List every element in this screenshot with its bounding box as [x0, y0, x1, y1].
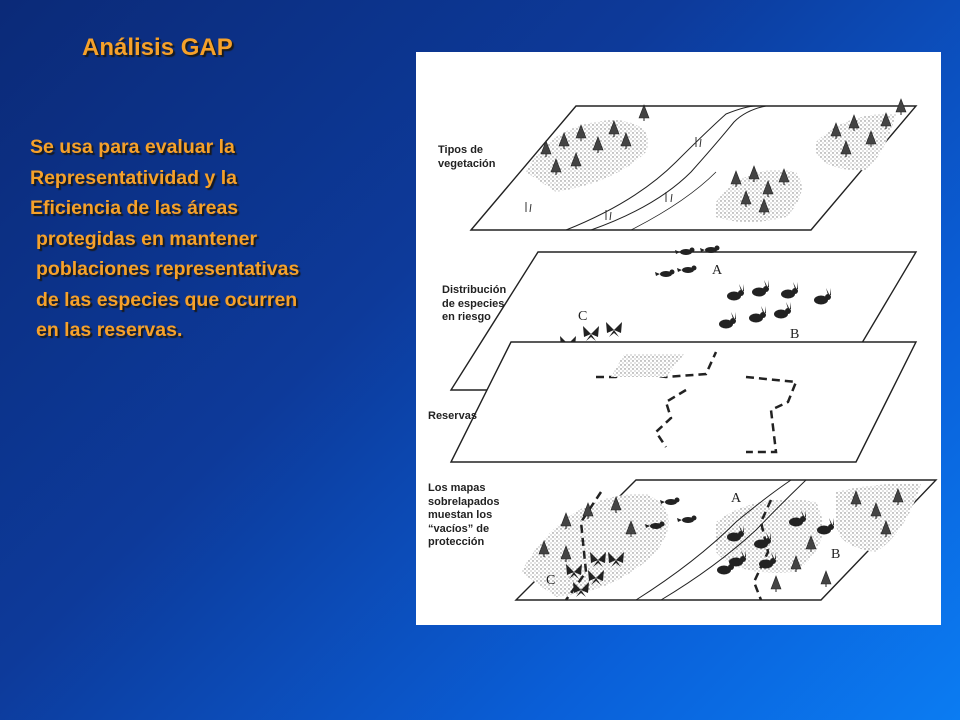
body-line: protegidas en mantener	[36, 227, 258, 250]
reserves-layer	[451, 342, 916, 462]
body-line: en las reservas.	[36, 319, 183, 341]
slide-body	[30, 132, 390, 346]
vegetation-layer	[471, 99, 916, 230]
body-line: de las especies que ocurren	[36, 288, 298, 311]
marker-a: A	[712, 263, 723, 278]
gap-analysis-figure	[416, 52, 941, 625]
marker-c-overlay: C	[546, 573, 556, 588]
body-line: Se usa para evaluar la	[30, 136, 235, 158]
label-vegetation-types: Tipos de vegetación	[438, 144, 496, 170]
overlay-layer	[516, 480, 936, 600]
body-line: poblaciones representativas	[36, 258, 300, 280]
label-species-distribution: Distribución de especies en riesgo	[442, 284, 507, 323]
body-line: Representatividad y la	[30, 166, 237, 189]
marker-c: C	[578, 309, 588, 324]
label-overlay-gaps: Los mapas sobrelapados muestan los “vacíos” de protección	[428, 482, 500, 548]
label-reserves: Reservas	[428, 410, 477, 422]
marker-b-overlay: B	[831, 547, 841, 562]
marker-a-overlay: A	[731, 491, 742, 506]
body-line: Eficiencia de las áreas	[30, 197, 239, 219]
marker-b: B	[790, 327, 800, 342]
slide-title: Análisis GAP	[82, 34, 233, 61]
